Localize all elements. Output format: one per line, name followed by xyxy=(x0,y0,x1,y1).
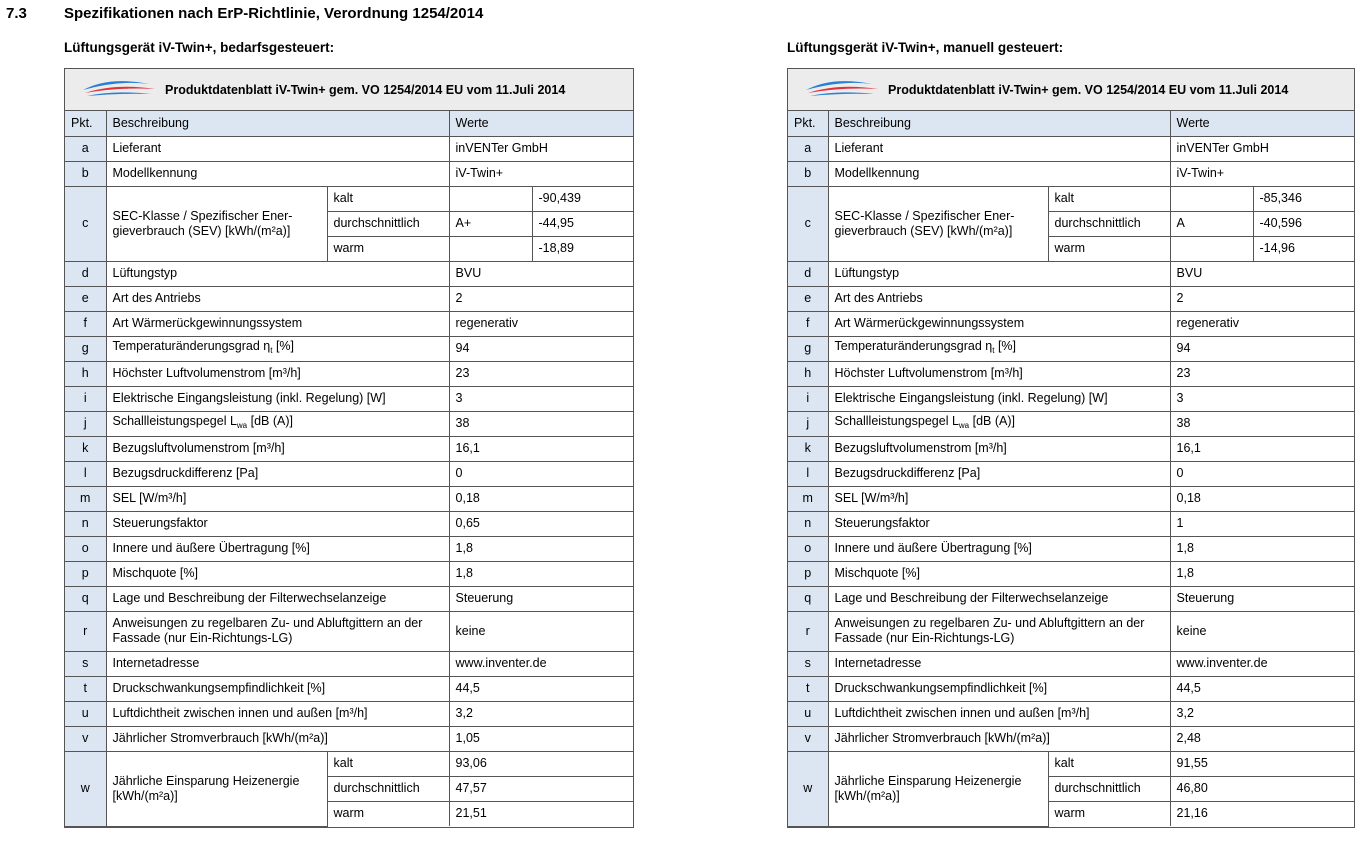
row-label: Elektrische Eingangsleistung (inkl. Regelung) [W] xyxy=(828,386,1170,411)
label-main: Schallleistungspegel L xyxy=(112,414,237,428)
row-label: SEC-Klasse / Spezifischer Ener-gieverbrauch (SEV) [kWh/(m²a)] xyxy=(828,186,1048,261)
row-value: www.inventer.de xyxy=(449,651,633,676)
inventer-logo-icon xyxy=(802,78,882,102)
climate-label: durchschnittlich xyxy=(327,776,449,801)
row-label: Lage und Beschreibung der Filterwechselanzeige xyxy=(828,586,1170,611)
table-row xyxy=(65,651,633,676)
table-row xyxy=(65,411,633,436)
sec-class-empty xyxy=(449,186,532,211)
row-label: Anweisungen zu regelbaren Zu- und Abluftgittern an der Fassade (nur Ein-Richtungs-LG) xyxy=(106,611,449,651)
table-row xyxy=(788,386,1354,411)
table-row xyxy=(65,286,633,311)
row-value: 2 xyxy=(1170,286,1354,311)
row-key: a xyxy=(65,136,106,161)
sec-class-empty xyxy=(449,236,532,261)
row-value: BVU xyxy=(449,261,633,286)
row-key: d xyxy=(788,261,828,286)
row-value: iV-Twin+ xyxy=(1170,161,1354,186)
row-label: Art des Antriebs xyxy=(106,286,449,311)
spec-table-manuell xyxy=(787,68,1355,828)
label-unit: [%] xyxy=(272,339,295,353)
row-label: Bezugsdruckdifferenz [Pa] xyxy=(106,461,449,486)
savings-value: 91,55 xyxy=(1170,751,1354,776)
row-value: 1,8 xyxy=(449,536,633,561)
datasheet-title: Produktdatenblatt iV-Twin+ gem. VO 1254/2014 EU vom 11.Juli 2014 xyxy=(888,82,1289,97)
row-key: m xyxy=(65,486,106,511)
row-key: f xyxy=(788,311,828,336)
col-header-pkt: Pkt. xyxy=(65,111,106,136)
table-row xyxy=(65,511,633,536)
spec-table-bedarfsgesteuert xyxy=(64,68,634,828)
label-unit: [dB (A)] xyxy=(969,414,1015,428)
row-key: l xyxy=(788,461,828,486)
climate-label: warm xyxy=(327,801,449,826)
climate-label: kalt xyxy=(1048,186,1170,211)
row-value: 1 xyxy=(1170,511,1354,536)
table-row xyxy=(788,486,1354,511)
row-value: 44,5 xyxy=(1170,676,1354,701)
row-value: Steuerung xyxy=(1170,586,1354,611)
row-value: 16,1 xyxy=(1170,436,1354,461)
climate-label: warm xyxy=(1048,236,1170,261)
row-label: Art des Antriebs xyxy=(828,286,1170,311)
row-key: q xyxy=(788,586,828,611)
right-table-heading: Lüftungsgerät iV-Twin+, manuell gesteuert: xyxy=(787,40,1064,55)
row-value: 3,2 xyxy=(1170,701,1354,726)
table-row xyxy=(65,361,633,386)
table-row xyxy=(65,261,633,286)
row-label: Druckschwankungsempfindlichkeit [%] xyxy=(106,676,449,701)
climate-label: durchschnittlich xyxy=(1048,776,1170,801)
label-subscript: t xyxy=(992,346,995,355)
row-key: b xyxy=(788,161,828,186)
row-label: Anweisungen zu regelbaren Zu- und Abluftgittern an der Fassade (nur Ein-Richtungs-LG) xyxy=(828,611,1170,651)
row-key: h xyxy=(65,361,106,386)
table-row xyxy=(788,161,1354,186)
table-row xyxy=(788,726,1354,751)
row-key: n xyxy=(65,511,106,536)
row-key: w xyxy=(65,751,106,826)
row-value: regenerativ xyxy=(449,311,633,336)
row-key: j xyxy=(65,411,106,436)
table-row xyxy=(65,676,633,701)
row-key: i xyxy=(65,386,106,411)
table-row xyxy=(65,336,633,361)
row-value: 44,5 xyxy=(449,676,633,701)
table-row xyxy=(788,286,1354,311)
table-row xyxy=(788,651,1354,676)
spec-table xyxy=(65,111,633,827)
row-value: 0,18 xyxy=(449,486,633,511)
sec-class-empty xyxy=(1170,236,1253,261)
label-subscript: wa xyxy=(236,421,248,430)
table-row xyxy=(65,486,633,511)
row-label: Lieferant xyxy=(106,136,449,161)
row-label: Elektrische Eingangsleistung (inkl. Regelung) [W] xyxy=(106,386,449,411)
row-value: inVENTer GmbH xyxy=(1170,136,1354,161)
row-label: Art Wärmerückgewinnungssystem xyxy=(828,311,1170,336)
row-label: Bezugsdruckdifferenz [Pa] xyxy=(828,461,1170,486)
table-row xyxy=(788,311,1354,336)
row-key: v xyxy=(788,726,828,751)
row-label: Lage und Beschreibung der Filterwechselanzeige xyxy=(106,586,449,611)
row-label: Innere und äußere Übertragung [%] xyxy=(106,536,449,561)
row-label xyxy=(106,411,449,436)
row-value: 2,48 xyxy=(1170,726,1354,751)
section-number: 7.3 xyxy=(6,5,27,22)
row-key: l xyxy=(65,461,106,486)
label-subscript: wa xyxy=(958,421,970,430)
row-key: u xyxy=(788,701,828,726)
row-value: 3 xyxy=(1170,386,1354,411)
row-key: c xyxy=(788,186,828,261)
section-title: Spezifikationen nach ErP-Richtlinie, Verordnung 1254/2014 xyxy=(64,5,484,22)
table-row xyxy=(788,436,1354,461)
row-label: Lieferant xyxy=(828,136,1170,161)
row-value: regenerativ xyxy=(1170,311,1354,336)
row-label: Lüftungstyp xyxy=(828,261,1170,286)
sec-class-empty xyxy=(1170,186,1253,211)
row-key: p xyxy=(65,561,106,586)
sev-value: -85,346 xyxy=(1253,186,1354,211)
col-header-beschreibung: Beschreibung xyxy=(106,111,449,136)
datasheet-title-bar xyxy=(65,69,633,111)
savings-value: 46,80 xyxy=(1170,776,1354,801)
row-key: o xyxy=(788,536,828,561)
row-label: Bezugsluftvolumenstrom [m³/h] xyxy=(106,436,449,461)
row-key: h xyxy=(788,361,828,386)
row-key: t xyxy=(65,676,106,701)
row-value: Steuerung xyxy=(449,586,633,611)
climate-label: durchschnittlich xyxy=(327,211,449,236)
row-label: Bezugsluftvolumenstrom [m³/h] xyxy=(828,436,1170,461)
row-label: Steuerungsfaktor xyxy=(828,511,1170,536)
table-row xyxy=(65,136,633,161)
row-value: 94 xyxy=(449,336,633,361)
row-key: g xyxy=(65,336,106,361)
table-row xyxy=(788,186,1354,211)
table-row xyxy=(788,511,1354,536)
table-row xyxy=(65,436,633,461)
datasheet-title-bar xyxy=(788,69,1354,111)
table-row xyxy=(788,336,1354,361)
row-label: SEL [W/m³/h] xyxy=(828,486,1170,511)
col-header-werte: Werte xyxy=(1170,111,1354,136)
table-row xyxy=(788,411,1354,436)
row-key: o xyxy=(65,536,106,561)
table-row xyxy=(788,261,1354,286)
row-value: keine xyxy=(449,611,633,651)
label-unit: [dB (A)] xyxy=(247,414,293,428)
row-label: Art Wärmerückgewinnungssystem xyxy=(106,311,449,336)
table-row xyxy=(788,561,1354,586)
row-key: p xyxy=(788,561,828,586)
table-row xyxy=(788,701,1354,726)
spec-table xyxy=(788,111,1354,827)
row-value: 23 xyxy=(1170,361,1354,386)
label-subscript: t xyxy=(270,346,273,355)
row-value: www.inventer.de xyxy=(1170,651,1354,676)
sev-value: -14,96 xyxy=(1253,236,1354,261)
table-row xyxy=(65,386,633,411)
row-label: Lüftungstyp xyxy=(106,261,449,286)
table-row xyxy=(788,751,1354,776)
savings-value: 21,16 xyxy=(1170,801,1354,826)
left-table-heading: Lüftungsgerät iV-Twin+, bedarfsgesteuert: xyxy=(64,40,335,55)
climate-label: warm xyxy=(327,236,449,261)
sev-value: -90,439 xyxy=(532,186,633,211)
sev-value: -18,89 xyxy=(532,236,633,261)
table-row xyxy=(788,461,1354,486)
row-value: 2 xyxy=(449,286,633,311)
climate-label: kalt xyxy=(327,186,449,211)
col-header-beschreibung: Beschreibung xyxy=(828,111,1170,136)
row-value: 1,05 xyxy=(449,726,633,751)
row-value: 23 xyxy=(449,361,633,386)
row-key: i xyxy=(788,386,828,411)
row-key: v xyxy=(65,726,106,751)
row-value: 0 xyxy=(449,461,633,486)
table-row xyxy=(65,561,633,586)
row-value: 3 xyxy=(449,386,633,411)
row-key: b xyxy=(65,161,106,186)
row-key: u xyxy=(65,701,106,726)
row-value: 0,65 xyxy=(449,511,633,536)
inventer-logo-icon xyxy=(79,78,159,102)
row-label: SEL [W/m³/h] xyxy=(106,486,449,511)
sec-class: A xyxy=(1170,211,1253,236)
row-value: 1,8 xyxy=(449,561,633,586)
row-key: j xyxy=(788,411,828,436)
row-label: Jährliche Einsparung Heizenergie [kWh/(m²a)] xyxy=(106,751,327,826)
row-value: 94 xyxy=(1170,336,1354,361)
row-key: e xyxy=(65,286,106,311)
row-key: k xyxy=(65,436,106,461)
table-row xyxy=(788,136,1354,161)
table-row xyxy=(65,311,633,336)
row-key: r xyxy=(65,611,106,651)
table-row xyxy=(65,726,633,751)
table-row xyxy=(65,586,633,611)
row-label: Höchster Luftvolumenstrom [m³/h] xyxy=(828,361,1170,386)
row-label: Jährlicher Stromverbrauch [kWh/(m²a)] xyxy=(828,726,1170,751)
row-key: r xyxy=(788,611,828,651)
row-label xyxy=(828,411,1170,436)
row-key: t xyxy=(788,676,828,701)
table-header-row xyxy=(65,111,633,136)
table-row xyxy=(65,461,633,486)
row-key: s xyxy=(65,651,106,676)
table-row xyxy=(788,611,1354,651)
sec-class: A+ xyxy=(449,211,532,236)
table-row xyxy=(65,161,633,186)
label-main: Schallleistungspegel L xyxy=(834,414,959,428)
row-key: c xyxy=(65,186,106,261)
label-main: Temperaturänderungsgrad η xyxy=(112,339,271,353)
row-value: inVENTer GmbH xyxy=(449,136,633,161)
row-label: Luftdichtheit zwischen innen und außen [m³/h] xyxy=(106,701,449,726)
row-value: 1,8 xyxy=(1170,536,1354,561)
row-key: a xyxy=(788,136,828,161)
row-label: Druckschwankungsempfindlichkeit [%] xyxy=(828,676,1170,701)
sev-value: -44,95 xyxy=(532,211,633,236)
row-value: 38 xyxy=(1170,411,1354,436)
row-key: m xyxy=(788,486,828,511)
row-key: n xyxy=(788,511,828,536)
savings-value: 47,57 xyxy=(449,776,633,801)
row-label: Mischquote [%] xyxy=(106,561,449,586)
row-label: Steuerungsfaktor xyxy=(106,511,449,536)
table-row xyxy=(788,586,1354,611)
row-label xyxy=(828,336,1170,361)
row-label: Modellkennung xyxy=(828,161,1170,186)
sev-value: -40,596 xyxy=(1253,211,1354,236)
row-key: d xyxy=(65,261,106,286)
row-label: Mischquote [%] xyxy=(828,561,1170,586)
climate-label: kalt xyxy=(1048,751,1170,776)
row-value: keine xyxy=(1170,611,1354,651)
climate-label: warm xyxy=(1048,801,1170,826)
table-row xyxy=(788,361,1354,386)
row-label: SEC-Klasse / Spezifischer Ener-gieverbrauch (SEV) [kWh/(m²a)] xyxy=(106,186,327,261)
table-row xyxy=(65,611,633,651)
row-value: 0,18 xyxy=(1170,486,1354,511)
row-value: 16,1 xyxy=(449,436,633,461)
row-key: f xyxy=(65,311,106,336)
row-label: Modellkennung xyxy=(106,161,449,186)
table-row xyxy=(65,751,633,776)
row-label: Jährliche Einsparung Heizenergie [kWh/(m²a)] xyxy=(828,751,1048,826)
row-label: Internetadresse xyxy=(106,651,449,676)
table-header-row xyxy=(788,111,1354,136)
row-value: 3,2 xyxy=(449,701,633,726)
row-value: iV-Twin+ xyxy=(449,161,633,186)
row-value: BVU xyxy=(1170,261,1354,286)
table-row xyxy=(65,536,633,561)
label-unit: [%] xyxy=(994,339,1017,353)
row-value: 0 xyxy=(1170,461,1354,486)
climate-label: kalt xyxy=(327,751,449,776)
row-key: s xyxy=(788,651,828,676)
row-key: k xyxy=(788,436,828,461)
col-header-werte: Werte xyxy=(449,111,633,136)
label-main: Temperaturänderungsgrad η xyxy=(834,339,993,353)
row-value: 38 xyxy=(449,411,633,436)
savings-value: 21,51 xyxy=(449,801,633,826)
row-label: Innere und äußere Übertragung [%] xyxy=(828,536,1170,561)
row-key: e xyxy=(788,286,828,311)
row-key: w xyxy=(788,751,828,826)
savings-value: 93,06 xyxy=(449,751,633,776)
table-row xyxy=(65,186,633,211)
row-key: q xyxy=(65,586,106,611)
row-label: Luftdichtheit zwischen innen und außen [m³/h] xyxy=(828,701,1170,726)
row-label: Internetadresse xyxy=(828,651,1170,676)
table-row xyxy=(788,676,1354,701)
table-row xyxy=(788,536,1354,561)
table-row xyxy=(65,701,633,726)
row-key: g xyxy=(788,336,828,361)
row-label xyxy=(106,336,449,361)
row-value: 1,8 xyxy=(1170,561,1354,586)
datasheet-title: Produktdatenblatt iV-Twin+ gem. VO 1254/2014 EU vom 11.Juli 2014 xyxy=(165,82,566,97)
climate-label: durchschnittlich xyxy=(1048,211,1170,236)
row-label: Jährlicher Stromverbrauch [kWh/(m²a)] xyxy=(106,726,449,751)
row-label: Höchster Luftvolumenstrom [m³/h] xyxy=(106,361,449,386)
col-header-pkt: Pkt. xyxy=(788,111,828,136)
